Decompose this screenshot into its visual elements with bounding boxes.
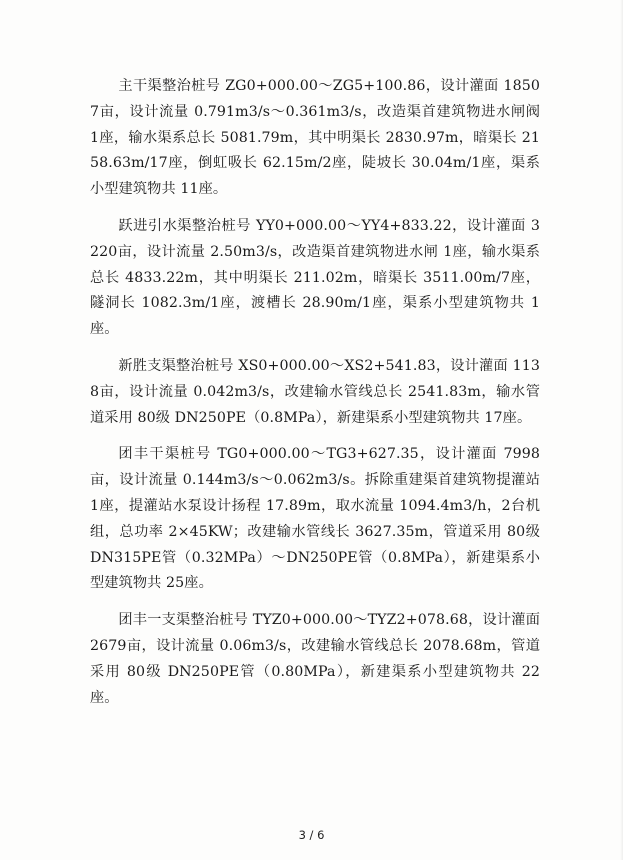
paragraph-main-canal: 主干渠整治桩号 ZG0+000.00～ZG5+100.86，设计灌面 18507亩，设计流量 0.791m3/s～0.361m3/s，改造渠首建筑物进水闸阀 1座，输水渠系总长 5081.79m，其中明渠长 2830.97m，暗渠长 2158.63m/17座，倒虹吸长 62.15m/2座，陡坡长 30.04m/1座，渠系小型建筑物共 11座。 bbox=[90, 78, 540, 198]
paragraph-tuanfeng-main: 团丰干渠桩号 TG0+000.00～TG3+627.35，设计灌面 7998亩，设计流量 0.144m3/s～0.062m3/s。拆除重建渠首建筑物提灌站 1座，提灌站水泵设计扬程 17.89m，取水流量 1094.4m3/h，2台机组，总功率 2×45KW；改建输水管线长 3627.35m，管道采用 80级 DN315PE管（0.32MPa）～DN250PE管（0.8MPa），新建渠系小型建筑物共 25座。 bbox=[90, 446, 540, 592]
paragraph-xinsheng-branch: 新胜支渠整治桩号 XS0+000.00～XS2+541.83，设计灌面 1138亩，设计流量 0.042m3/s，改建输水管线总长 2541.83m，输水管道采用 80级 DN250PE（0.8MPa），新建渠系小型建筑物共 17座。 bbox=[90, 357, 540, 426]
document-body bbox=[90, 74, 540, 722]
paragraph-tuanfeng-branch-one: 团丰一支渠整治桩号 TYZ0+000.00～TYZ2+078.68，设计灌面 2679亩，设计流量 0.06m3/s，改建输水管线总长 2078.68m，管道采用 80级 DN250PE管（0.80MPa），新建渠系小型建筑物共 22座。 bbox=[90, 612, 540, 706]
paragraph-yuejin-canal: 跃进引水渠整治桩号 YY0+000.00～YY4+833.22，设计灌面 3220亩，设计流量 2.50m3/s，改造渠首建筑物进水闸 1座，输水渠系总长 4833.22m，其中明渠长 211.02m，暗渠长 3511.00m/7座，隧洞长 1082.3m/1座，渡槽长 28.90m/1座，渠系小型建筑物共 1座。 bbox=[90, 217, 540, 338]
page-number: 3 / 6 bbox=[298, 828, 325, 842]
